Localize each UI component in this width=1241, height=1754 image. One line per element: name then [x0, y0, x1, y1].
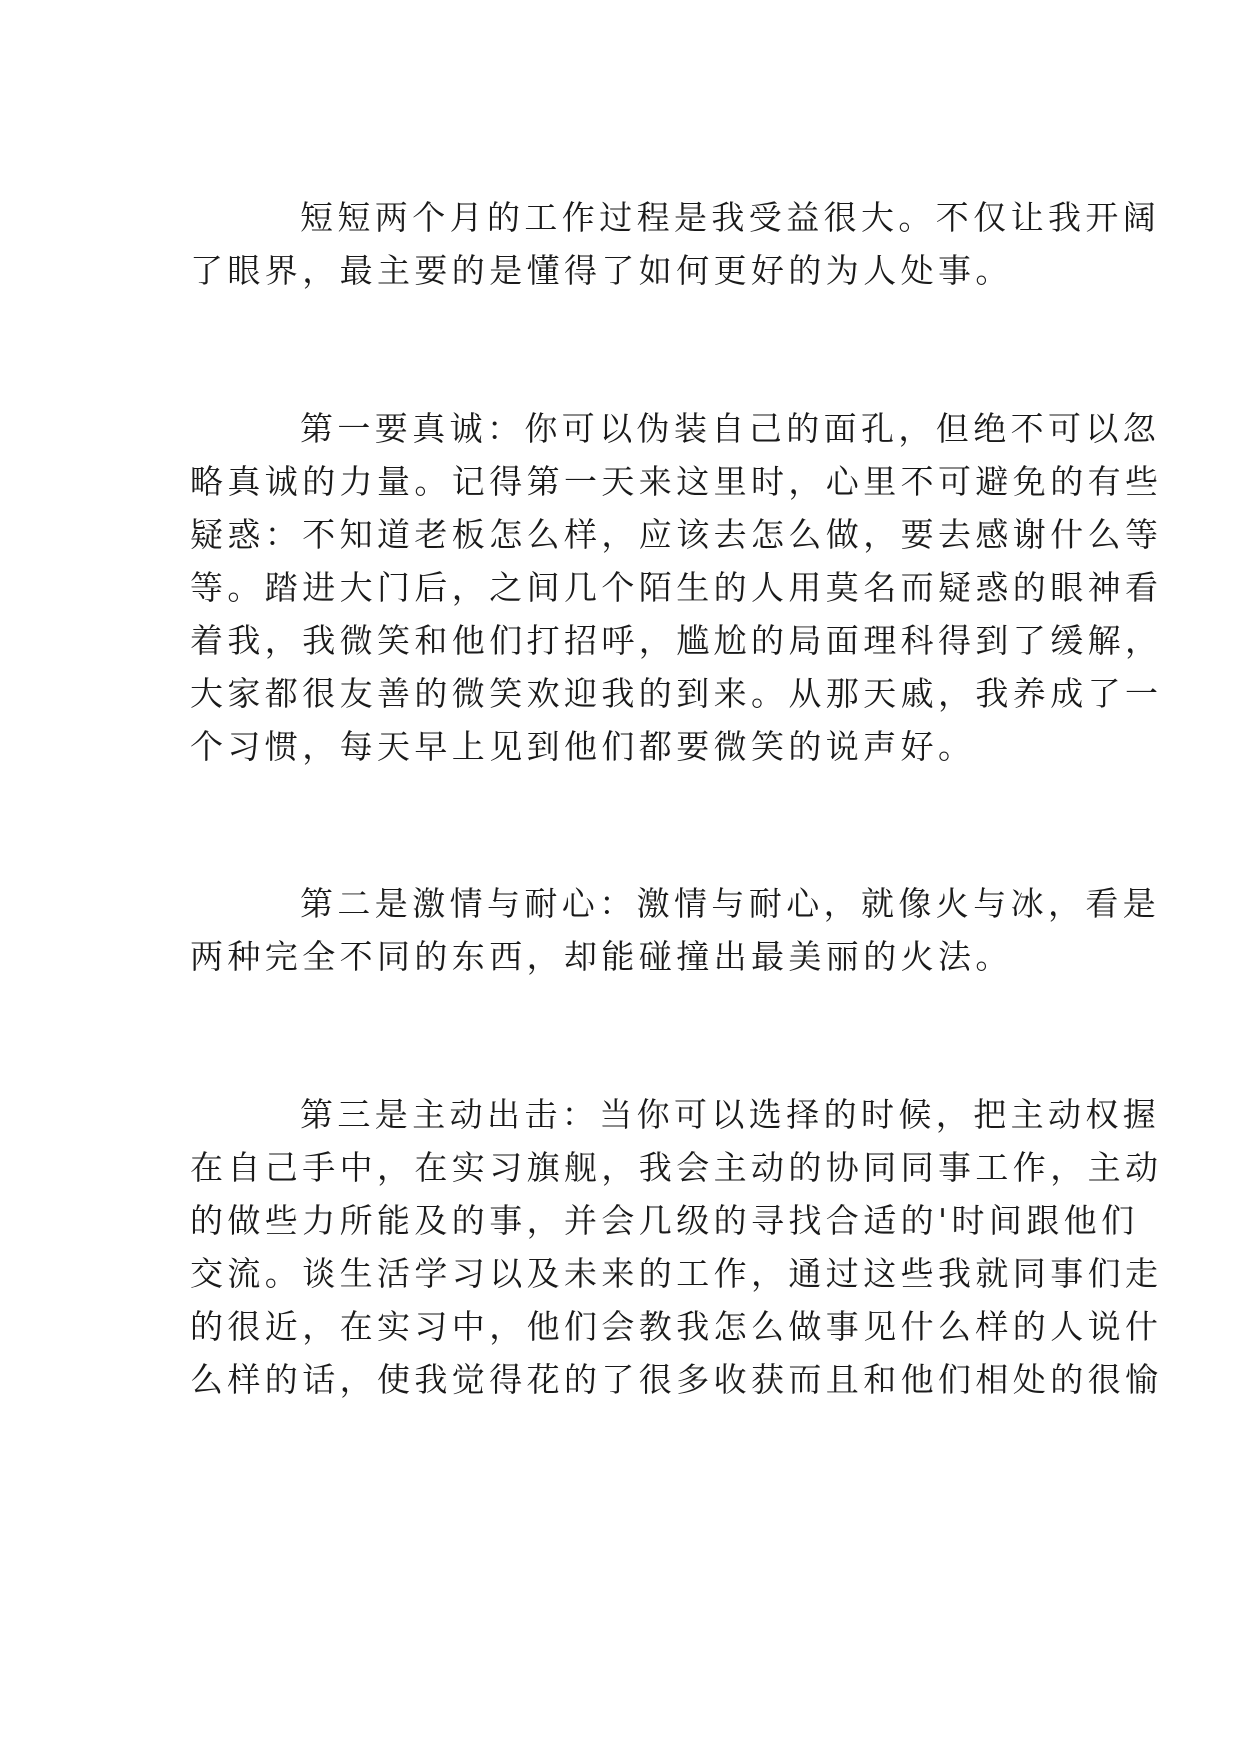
paragraph-1-line-1: 短短两个月的工作过程是我受益很大。不仅让我开阔	[300, 198, 1161, 237]
paragraph-2-line-1: 第一要真诚：你可以伪装自己的面孔，但绝不可以忽	[300, 409, 1161, 448]
paragraph-2-line-6: 大家都很友善的微笑欢迎我的到来。从那天戚，我养成了一	[190, 674, 1163, 713]
paragraph-2-line-5: 着我，我微笑和他们打招呼，尴尬的局面理科得到了缓解，	[190, 621, 1163, 660]
paragraph-4-line-3: 的做些力所能及的事，并会几级的寻找合适的'时间跟他们	[190, 1201, 1139, 1240]
paragraph-4-line-4: 交流。谈生活学习以及未来的工作，通过这些我就同事们走	[190, 1254, 1163, 1293]
paragraph-3-line-1: 第二是激情与耐心：激情与耐心，就像火与冰，看是	[300, 884, 1161, 923]
paragraph-2-line-2: 略真诚的力量。记得第一天来这里时，心里不可避免的有些	[190, 462, 1163, 501]
paragraph-4-line-6: 么样的话，使我觉得花的了很多收获而且和他们相处的很愉	[190, 1360, 1163, 1399]
paragraph-4-line-5: 的很近，在实习中，他们会教我怎么做事见什么样的人说什	[190, 1307, 1163, 1346]
paragraph-1-line-2: 了眼界，最主要的是懂得了如何更好的为人处事。	[190, 251, 1013, 290]
paragraph-2-line-4: 等。踏进大门后，之间几个陌生的人用莫名而疑惑的眼神看	[190, 568, 1163, 607]
paragraph-4-line-2: 在自己手中，在实习旗舰，我会主动的协同同事工作，主动	[190, 1148, 1163, 1187]
paragraph-3-line-2: 两种完全不同的东西，却能碰撞出最美丽的火法。	[190, 937, 1013, 976]
paragraph-4-line-1: 第三是主动出击：当你可以选择的时候，把主动权握	[300, 1095, 1161, 1134]
paragraph-2-line-7: 个习惯，每天早上见到他们都要微笑的说声好。	[190, 727, 976, 766]
paragraph-2-line-3: 疑惑：不知道老板怎么样，应该去怎么做，要去感谢什么等	[190, 515, 1163, 554]
